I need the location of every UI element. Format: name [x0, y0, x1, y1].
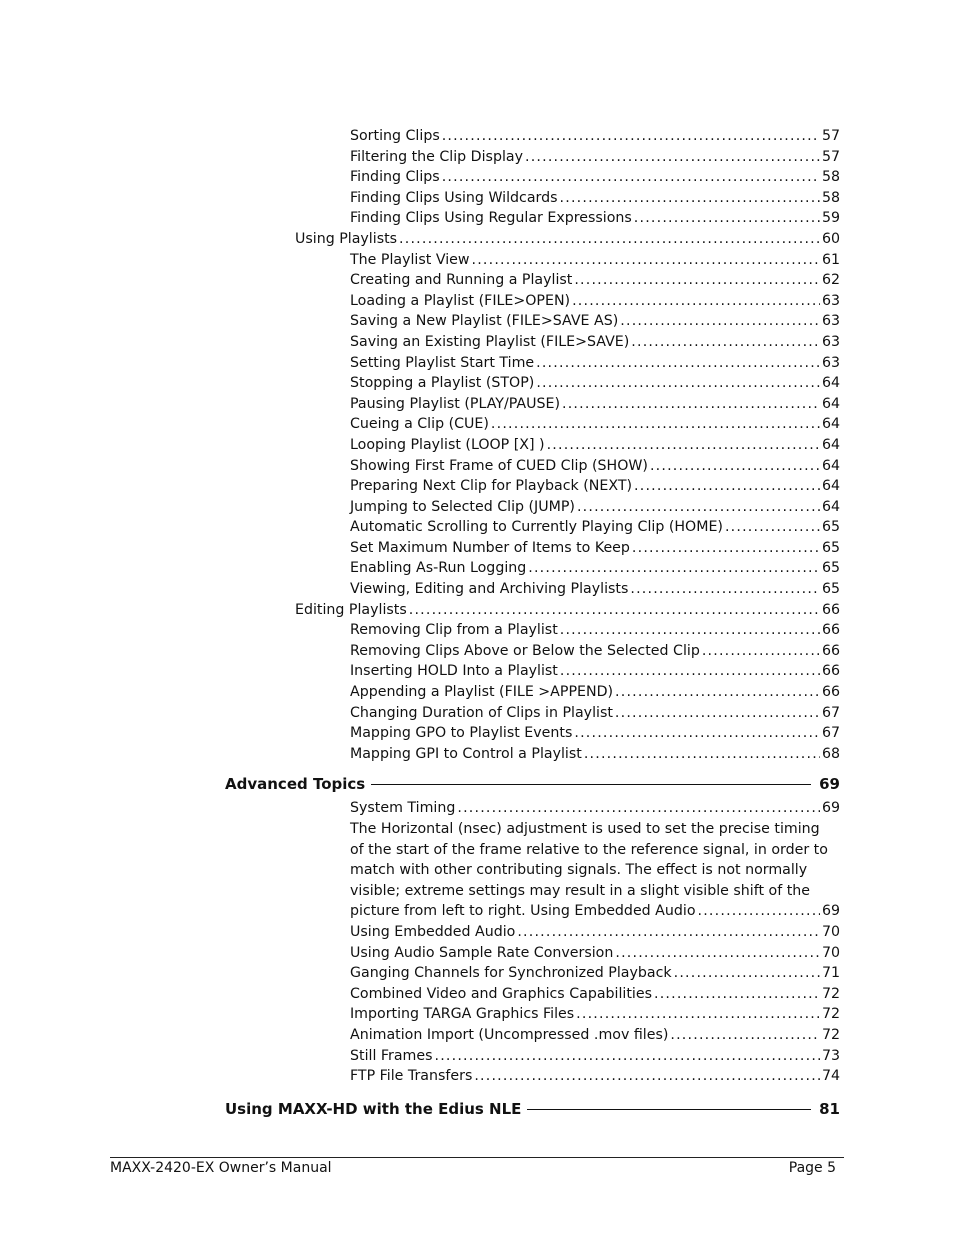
- dot-leader: [615, 703, 820, 724]
- toc-entry-title: Inserting HOLD Into a Playlist: [350, 663, 558, 680]
- section-title: Using MAXX-HD with the Edius NLE: [225, 1099, 522, 1118]
- toc-top-list: [0, 126, 954, 764]
- dot-leader: [547, 435, 820, 456]
- toc-entry-title: Removing Clips Above or Below the Selected Clip: [350, 642, 700, 659]
- section-page: 81: [819, 1099, 840, 1118]
- dot-leader: [536, 353, 820, 374]
- toc-entry-page: 63: [821, 333, 840, 350]
- toc-section-advanced-topics[interactable]: [0, 772, 954, 796]
- toc-entry[interactable]: [0, 229, 954, 250]
- toc-entry-title: Saving a New Playlist (FILE>SAVE AS): [350, 313, 619, 330]
- toc-entry-page: 65: [821, 560, 840, 577]
- dot-leader: [409, 600, 820, 621]
- toc-entry-title: Jumping to Selected Clip (JUMP): [350, 498, 575, 515]
- toc-entry[interactable]: [0, 1046, 954, 1067]
- toc-entry-page: 64: [821, 478, 840, 495]
- dot-leader: [517, 922, 820, 943]
- toc-entry[interactable]: [0, 497, 954, 518]
- dot-leader: [674, 963, 820, 984]
- toc-entry-page: 69: [821, 800, 840, 817]
- dot-leader: [702, 641, 820, 662]
- toc-entry-page: 67: [821, 725, 840, 742]
- toc-entry-page: 66: [821, 663, 840, 680]
- toc-entry-title: Mapping GPO to Playlist Events: [350, 725, 573, 742]
- toc-entry[interactable]: [0, 538, 954, 559]
- dot-leader: [442, 167, 820, 188]
- toc-entry[interactable]: [0, 922, 954, 943]
- toc-entry[interactable]: [0, 703, 954, 724]
- dot-leader: [574, 270, 820, 291]
- toc-entry[interactable]: [0, 291, 954, 312]
- toc-entry[interactable]: [0, 579, 954, 600]
- toc-entry-title: Still Frames: [350, 1047, 433, 1064]
- toc-entry-title: Ganging Channels for Synchronized Playback: [350, 965, 672, 982]
- toc-entry-title: Changing Duration of Clips in Playlist: [350, 704, 613, 721]
- toc-entry[interactable]: [0, 250, 954, 271]
- toc-entry-page: 64: [821, 457, 840, 474]
- toc-entry-title: Preparing Next Clip for Playback (NEXT): [350, 478, 633, 495]
- paragraph-line: match with other contributing signals. The effect is not normally: [350, 862, 808, 879]
- toc-entry-page: 64: [821, 375, 840, 392]
- toc-entry-title: picture from left to right. Using Embedded Audio: [350, 903, 696, 920]
- toc-entry-page: 66: [821, 601, 840, 618]
- toc-entry-page: 58: [821, 189, 840, 206]
- dot-leader: [698, 901, 820, 922]
- toc-entry[interactable]: [0, 414, 954, 435]
- toc-entry[interactable]: [0, 641, 954, 662]
- toc-entry[interactable]: [0, 600, 954, 621]
- toc-entry-title: Set Maximum Number of Items to Keep: [350, 539, 630, 556]
- toc-entry-title: Viewing, Editing and Archiving Playlists: [350, 581, 629, 598]
- toc-entry[interactable]: [350, 901, 840, 922]
- toc-entry-page: 72: [821, 1006, 840, 1023]
- toc-entry[interactable]: [0, 1004, 954, 1025]
- dot-leader: [576, 1004, 820, 1025]
- dot-leader: [577, 497, 820, 518]
- toc-entry-page: 69: [821, 903, 840, 920]
- toc-entry-title: Editing Playlists: [295, 601, 407, 618]
- toc-entry-title: Finding Clips Using Wildcards: [350, 189, 558, 206]
- dot-leader: [615, 943, 820, 964]
- toc-entry[interactable]: [0, 126, 954, 147]
- dot-leader: [634, 476, 820, 497]
- toc-entry[interactable]: [0, 723, 954, 744]
- toc-entry[interactable]: [0, 208, 954, 229]
- dot-leader: [560, 620, 820, 641]
- dot-leader: [560, 188, 820, 209]
- toc-entry-page: 63: [821, 313, 840, 330]
- footer-manual-title: MAXX-2420-EX Owner’s Manual: [110, 1160, 332, 1176]
- dot-leader: [525, 147, 820, 168]
- toc-entry[interactable]: [0, 984, 954, 1005]
- toc-entry-page: 72: [821, 1026, 840, 1043]
- toc-entry-title: Appending a Playlist (FILE >APPEND): [350, 684, 614, 701]
- toc-entry[interactable]: [0, 1066, 954, 1087]
- toc-entry[interactable]: [0, 517, 954, 538]
- paragraph-line: of the start of the frame relative to the reference signal, in order to: [350, 841, 828, 858]
- footer-page-number: Page 5: [788, 1160, 836, 1176]
- toc-entry-title: Combined Video and Graphics Capabilities: [350, 985, 652, 1002]
- toc-entry-page: 73: [821, 1047, 840, 1064]
- toc-entry-page: 64: [821, 416, 840, 433]
- toc-entry[interactable]: [0, 373, 954, 394]
- dot-leader: [457, 798, 820, 819]
- toc-entry-title: Mapping GPI to Control a Playlist: [350, 745, 582, 762]
- toc-entry-title: Pausing Playlist (PLAY/PAUSE): [350, 395, 560, 412]
- dot-leader: [725, 517, 820, 538]
- dot-leader: [560, 661, 820, 682]
- toc-entry-page: 59: [821, 210, 840, 227]
- toc-entry-title: Finding Clips Using Regular Expressions: [350, 210, 632, 227]
- paragraph-line: The Horizontal (nsec) adjustment is used to set the precise timing: [350, 821, 820, 837]
- toc-entry[interactable]: [0, 353, 954, 374]
- toc-entry[interactable]: [0, 744, 954, 765]
- toc-entry[interactable]: [0, 394, 954, 415]
- dot-leader: [620, 311, 820, 332]
- toc-entry[interactable]: [0, 147, 954, 168]
- dot-leader: [572, 291, 820, 312]
- toc-entry-page: 65: [821, 519, 840, 536]
- toc-entry-title: Setting Playlist Start Time: [350, 354, 535, 371]
- dot-leader: [654, 984, 820, 1005]
- dot-leader: [472, 250, 820, 271]
- toc-entry-page: 57: [821, 148, 840, 165]
- table-of-contents: [0, 126, 954, 1123]
- toc-entry-page: 68: [821, 745, 840, 762]
- section-page: 69: [819, 775, 840, 794]
- toc-entry-title: Animation Import (Uncompressed .mov files): [350, 1026, 669, 1043]
- dot-leader: [630, 579, 820, 600]
- toc-entry-title: Using Embedded Audio: [350, 923, 516, 940]
- toc-entry-page: 72: [821, 985, 840, 1002]
- toc-entry-title: Stopping a Playlist (STOP): [350, 375, 535, 392]
- dot-leader: [574, 723, 820, 744]
- footer-divider: [110, 1157, 844, 1158]
- dot-leader: [615, 682, 820, 703]
- toc-entry[interactable]: [0, 435, 954, 456]
- toc-entry[interactable]: [0, 456, 954, 477]
- toc-entry[interactable]: [0, 661, 954, 682]
- toc-entry-title: Looping Playlist (LOOP [X] ): [350, 436, 545, 453]
- toc-entry-page: 57: [821, 128, 840, 144]
- section-title: Advanced Topics: [225, 775, 366, 794]
- dot-leader: [536, 373, 820, 394]
- section-rule: [371, 784, 811, 785]
- toc-entry-title: Finding Clips: [350, 169, 440, 186]
- dot-leader: [632, 538, 820, 559]
- toc-entry-title: The Playlist View: [350, 251, 470, 268]
- dot-leader: [442, 126, 820, 147]
- toc-entry-page: 70: [821, 923, 840, 940]
- toc-entry-title: Cueing a Clip (CUE): [350, 416, 489, 433]
- toc-entry-page: 70: [821, 944, 840, 961]
- toc-entry[interactable]: [0, 1025, 954, 1046]
- toc-entry-title: Enabling As-Run Logging: [350, 560, 527, 577]
- dot-leader: [528, 558, 820, 579]
- toc-entry-title: Removing Clip from a Playlist: [350, 622, 558, 639]
- toc-entry-page: 64: [821, 395, 840, 412]
- toc-entry[interactable]: [0, 311, 954, 332]
- toc-entry-title: FTP File Transfers: [350, 1068, 473, 1085]
- toc-entry-title: Using Audio Sample Rate Conversion: [350, 944, 614, 961]
- toc-entry-page: 63: [821, 354, 840, 371]
- toc-entry[interactable]: [0, 270, 954, 291]
- toc-entry[interactable]: [0, 476, 954, 497]
- toc-entry-title: Saving an Existing Playlist (FILE>SAVE): [350, 333, 630, 350]
- toc-entry[interactable]: [0, 167, 954, 188]
- toc-entry[interactable]: [0, 963, 954, 984]
- toc-entry-title: Filtering the Clip Display: [350, 148, 523, 165]
- toc-entry-title: System Timing: [350, 800, 456, 817]
- toc-entry-title: Importing TARGA Graphics Files: [350, 1006, 575, 1023]
- dot-leader: [562, 394, 820, 415]
- toc-entry-page: 58: [821, 169, 840, 186]
- dot-leader: [634, 208, 820, 229]
- system-timing-paragraph: [350, 819, 840, 922]
- toc-entry[interactable]: [0, 188, 954, 209]
- toc-entry-page: 65: [821, 539, 840, 556]
- toc-entry-title: Loading a Playlist (FILE>OPEN): [350, 292, 571, 309]
- toc-entry[interactable]: [0, 558, 954, 579]
- toc-entry[interactable]: [0, 798, 954, 819]
- toc-entry-page: 66: [821, 622, 840, 639]
- toc-entry-page: 62: [821, 272, 840, 289]
- dot-leader: [491, 414, 820, 435]
- dot-leader: [631, 332, 820, 353]
- toc-entry[interactable]: [0, 943, 954, 964]
- dot-leader: [670, 1025, 820, 1046]
- toc-entry-page: 67: [821, 704, 840, 721]
- toc-entry-title: Sorting Clips: [350, 128, 440, 144]
- toc-section-edius[interactable]: [0, 1097, 954, 1121]
- toc-entry-page: 71: [821, 965, 840, 982]
- toc-entry-title: Creating and Running a Playlist: [350, 272, 573, 289]
- toc-entry-page: 74: [821, 1068, 840, 1085]
- toc-advanced-list: [0, 922, 954, 1087]
- toc-entry-page: 66: [821, 684, 840, 701]
- toc-entry[interactable]: [0, 620, 954, 641]
- dot-leader: [435, 1046, 820, 1067]
- toc-entry-page: 64: [821, 498, 840, 515]
- section-rule: [527, 1109, 811, 1110]
- toc-entry-page: 64: [821, 436, 840, 453]
- toc-entry-page: 60: [821, 230, 840, 247]
- toc-entry-title: Automatic Scrolling to Currently Playing Clip (HOME): [350, 519, 723, 536]
- toc-entry-page: 65: [821, 581, 840, 598]
- toc-entry-page: 66: [821, 642, 840, 659]
- paragraph-line: visible; extreme settings may result in a slight visible shift of the: [350, 882, 810, 899]
- toc-entry[interactable]: [0, 332, 954, 353]
- toc-entry-page: 61: [821, 251, 840, 268]
- toc-entry-title: Using Playlists: [295, 230, 398, 247]
- toc-entry-page: 63: [821, 292, 840, 309]
- dot-leader: [584, 744, 820, 765]
- dot-leader: [474, 1066, 820, 1087]
- toc-entry[interactable]: [0, 682, 954, 703]
- toc-entry-title: Showing First Frame of CUED Clip (SHOW): [350, 457, 648, 474]
- dot-leader: [650, 456, 820, 477]
- dot-leader: [399, 229, 820, 250]
